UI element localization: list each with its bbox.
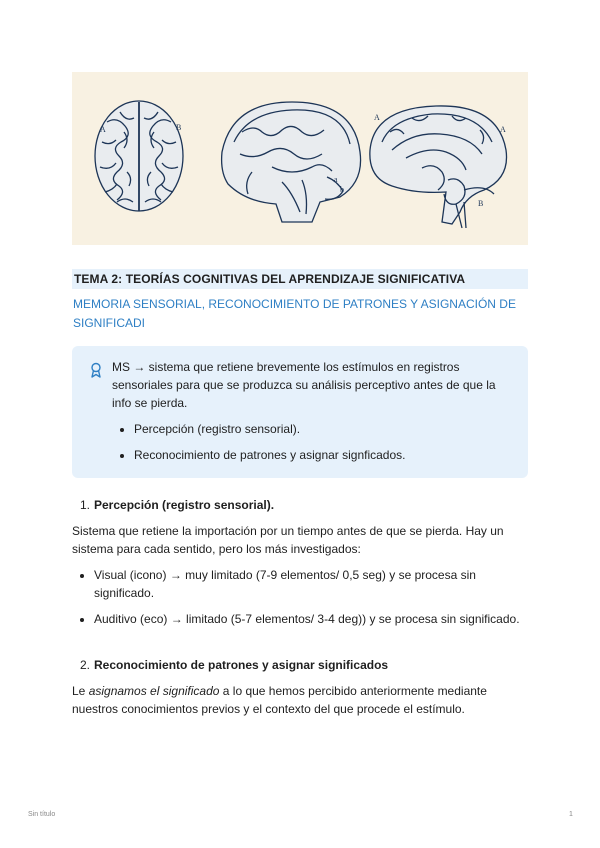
page-content [72,72,528,718]
bullet-list [72,566,528,628]
section-number: 2. [79,658,90,672]
cover-image [72,72,528,245]
list-item: • Percepción (registro sensorial). [134,420,514,438]
section-heading [72,658,528,672]
cover-label: B [478,199,484,208]
page-title: TEMA 2: TEORÍAS COGNITIVAS DEL APRENDIZAJE SIGNIFICATIVA [72,269,528,289]
list-item: • Visual (icono) → muy limitado (7-9 elementos/ 0,5 seg) y se procesa sin significado. [94,566,528,602]
cover-label: A [500,125,506,134]
page-number: 1 [569,811,573,818]
callout-list [112,420,514,464]
cover-label: A [100,125,106,134]
paragraph-text: a lo que hemos percibido anteriormente mediante nuestros conocimientos previos y el contexto del que procede el estímulo. [72,684,487,716]
brain-head-view [222,102,361,222]
cover-label: a [334,175,338,184]
ribbon-icon [89,362,103,378]
paragraph-emphasis: asignamos el significado [88,684,220,698]
paragraph [72,682,528,718]
callout-text: MS → sistema que retiene brevemente los estímulos en registros sensoriales para que se produzca su análisis perceptivo antes de que la info se pierda. [112,360,496,410]
list-item: • Auditivo (eco) → limitado (5-7 elementos/ 3-4 deg)) y se procesa sin significado. [94,610,528,628]
page-subtitle: MEMORIA SENSORIAL, RECONOCIMIENTO DE PATRONES Y ASIGNACIÓN DE SIGNIFICADI [73,297,516,330]
brain-sagittal-view [370,106,507,228]
list-item: • Reconocimiento de patrones y asignar signficados. [134,446,514,464]
cover-label: b [340,185,344,194]
footer-title: Sin título [28,811,56,818]
section-title: Percepción (registro sensorial). [94,498,275,512]
paragraph-text: Le [72,684,89,698]
paragraph: Sistema que retiene la importación por un tiempo antes de que se pierda. Hay un sistema para cada sentido, pero los más investigados: [72,524,504,556]
cover-label: A [374,113,380,122]
brain-illustrations [72,72,528,245]
section-number: 1. [79,498,90,512]
section-heading [72,498,528,512]
brain-top-view [95,101,183,211]
cover-label: B [176,123,182,132]
callout-box [72,346,528,478]
section-title: Reconocimiento de patrones y asignar significados [94,658,389,672]
